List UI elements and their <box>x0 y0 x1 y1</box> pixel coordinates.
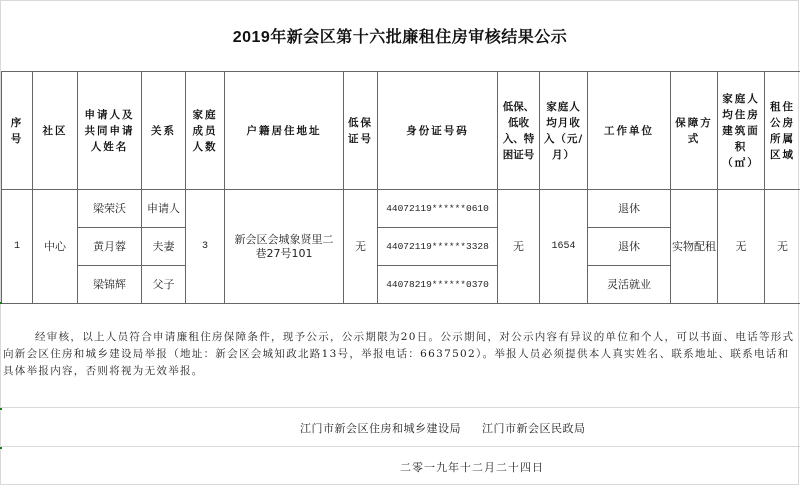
date-row <box>0 447 800 485</box>
cell-security-method: 实物配租 <box>671 190 718 304</box>
cell-dibao-no: 无 <box>344 190 378 304</box>
cell-marker-icon <box>0 408 2 410</box>
cell-member-work: 退休 <box>588 190 671 228</box>
table-row <box>2 190 800 228</box>
signatory-civil-affairs-bureau: 江门市新会区民政局 <box>482 422 586 435</box>
table-header-row <box>2 72 800 190</box>
cell-member-work: 退休 <box>588 228 671 266</box>
cell-member-id: 44072119******3328 <box>378 228 498 266</box>
page-title: 2019年新会区第十六批廉租住房审核结果公示 <box>232 29 568 46</box>
cell-community: 中心 <box>33 190 78 304</box>
cell-member-relation: 申请人 <box>142 190 186 228</box>
cell-member-relation: 夫妻 <box>142 228 186 266</box>
cell-monthly-income: 1654 <box>540 190 588 304</box>
cell-member-id: 44072119******0610 <box>378 190 498 228</box>
cell-seq: 1 <box>2 190 33 304</box>
header-work-unit: 工作单位 <box>588 72 671 190</box>
header-public-housing-area: 租住公房所属区域 <box>765 72 800 190</box>
review-result-table <box>1 71 800 304</box>
header-household-size: 家庭成员人数 <box>186 72 225 190</box>
header-monthly-income: 家庭人均月收入（元/月） <box>540 72 588 190</box>
header-id-number: 身份证号码 <box>378 72 498 190</box>
header-dibao-no: 低保证号 <box>344 72 378 190</box>
cell-member-name: 梁荣沃 <box>78 190 142 228</box>
signatory-housing-bureau: 江门市新会区住房和城乡建设局 <box>300 422 461 435</box>
publication-date: 二零一九年十二月二十四日 <box>400 461 544 474</box>
header-security-method: 保障方式 <box>671 72 718 190</box>
cell-marker-icon <box>0 302 2 304</box>
cell-household-size: 3 <box>186 190 225 304</box>
header-address: 户籍居住地址 <box>225 72 344 190</box>
cell-member-id: 44078219******0370 <box>378 266 498 304</box>
header-seq: 序号 <box>2 72 33 190</box>
header-community: 社区 <box>33 72 78 190</box>
header-relation: 关系 <box>142 72 186 190</box>
notice-section <box>0 302 800 408</box>
signature-row <box>0 408 800 447</box>
cell-public-housing-area: 无 <box>765 190 800 304</box>
cell-member-name: 黄月蓉 <box>78 228 142 266</box>
cell-low-income-no: 无 <box>498 190 540 304</box>
cell-address: 新会区会城象贤里二巷27号101 <box>225 190 344 304</box>
header-housing-area: 家庭人均住房建筑面积（㎡） <box>718 72 765 190</box>
cell-housing-area: 无 <box>718 190 765 304</box>
cell-member-work: 灵活就业 <box>588 266 671 304</box>
cell-marker-icon <box>0 447 2 449</box>
notice-text: 经审核，以上人员符合申请廉租住房保障条件，现予公示，公示期限为20日。公示期间，对公示内容有异议的单位和个人，可以书面、电话等形式向新会区住房和城乡建设局举报（地址：新会区会城知政北路13号，举报电话：6637502）。举报人员必须提供本人真实姓名、联系地址、联系电话和具体举报内容，否则将视为无效举报。 <box>3 331 795 377</box>
header-low-income-no: 低保、低收入、特困证号 <box>498 72 540 190</box>
header-applicant-names: 申请人及共同申请人姓名 <box>78 72 142 190</box>
cell-member-relation: 父子 <box>142 266 186 304</box>
cell-member-name: 梁锦辉 <box>78 266 142 304</box>
